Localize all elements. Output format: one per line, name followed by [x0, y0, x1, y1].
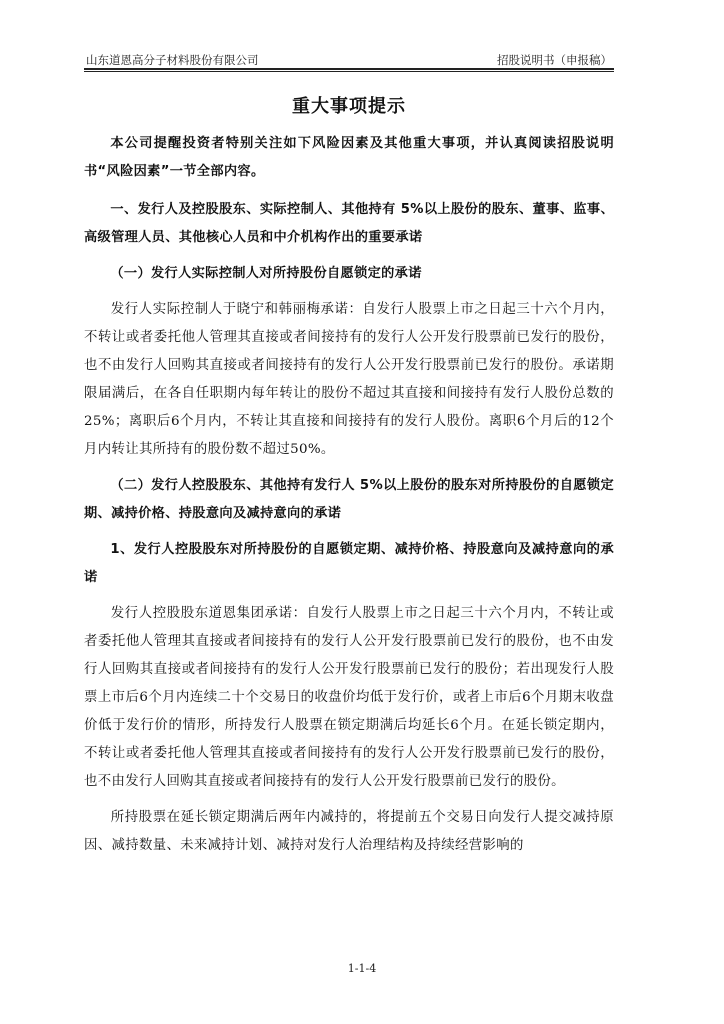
page-title: 重大事项提示 — [292, 96, 406, 117]
item-1-heading: 1、发行人控股股东对所持股份的自愿锁定期、减持价格、持股意向及减持意向的承诺 — [84, 542, 614, 585]
header-company-name: 山东道恩高分子材料股份有限公司 — [86, 53, 259, 67]
header-rule — [84, 68, 614, 70]
section-1-heading: 一、发行人及控股股东、实际控制人、其他持有 5%以上股份的股东、董事、监事、高级管理人员、其他核心人员和中介机构作出的重要承诺 — [84, 202, 614, 245]
item-1-body-paragraph-1: 发行人控股股东道恩集团承诺：自发行人股票上市之日起三十六个月内，不转让或者委托他人管理其直接或者间接持有的发行人公开发行股票前已发行的股份，也不由发行人回购其直接或者间接持有的发行人公开发行股票前已发行的股份；若出现发行人股票上市后6个月内连续二十个交易日的收盘价均低于发行价，或者上市后6个月期末收盘价低于发行价的情形，所持发行人股票在锁定期满后均延长6个月。在延长锁定期内，不转让或者委托他人管理其直接或者间接持有的发行人公开发行股票前已发行的股份，也不由发行人回购其直接或者间接持有的发行人公开发行股票前已发行的股份。 — [84, 606, 614, 789]
page-number: 1-1-4 — [347, 962, 377, 975]
intro-paragraph: 本公司提醒投资者特别关注如下风险因素及其他重大事项，并认真阅读招股说明书“风险因素”一节全部内容。 — [84, 136, 614, 179]
subsection-1-heading: （一）发行人实际控制人对所持股份自愿锁定的承诺 — [110, 266, 422, 281]
item-1-body-paragraph-2: 所持股票在延长锁定期满后两年内减持的，将提前五个交易日向发行人提交减持原因、减持数量、未来减持计划、减持对发行人治理结构及持续经营影响的 — [84, 810, 614, 853]
header-document-type: 招股说明书（申报稿） — [497, 53, 612, 67]
header-rule-thin — [84, 71, 614, 72]
page-body — [84, 94, 614, 860]
subsection-2-heading: （二）发行人控股股东、其他持有发行人 5%以上股份的股东对所持股份的自愿锁定期、减持价格、持股意向及减持意向的承诺 — [84, 478, 614, 521]
subsection-1-body: 发行人实际控制人于晓宁和韩丽梅承诺：自发行人股票上市之日起三十六个月内，不转让或者委托他人管理其直接或者间接持有的发行人公开发行股票前已发行的股份，也不由发行人回购其直接或者间接持有的发行人公开发行股票前已发行的股份。承诺期限届满后，在各自任职期内每年转让的股份不超过其直接和间接持有发行人股份总数的25%；离职后6个月内，不转让其直接和间接持有的发行人股份。离职6个月后的12个月内转让其所持有的股份数不超过50%。 — [84, 302, 614, 457]
